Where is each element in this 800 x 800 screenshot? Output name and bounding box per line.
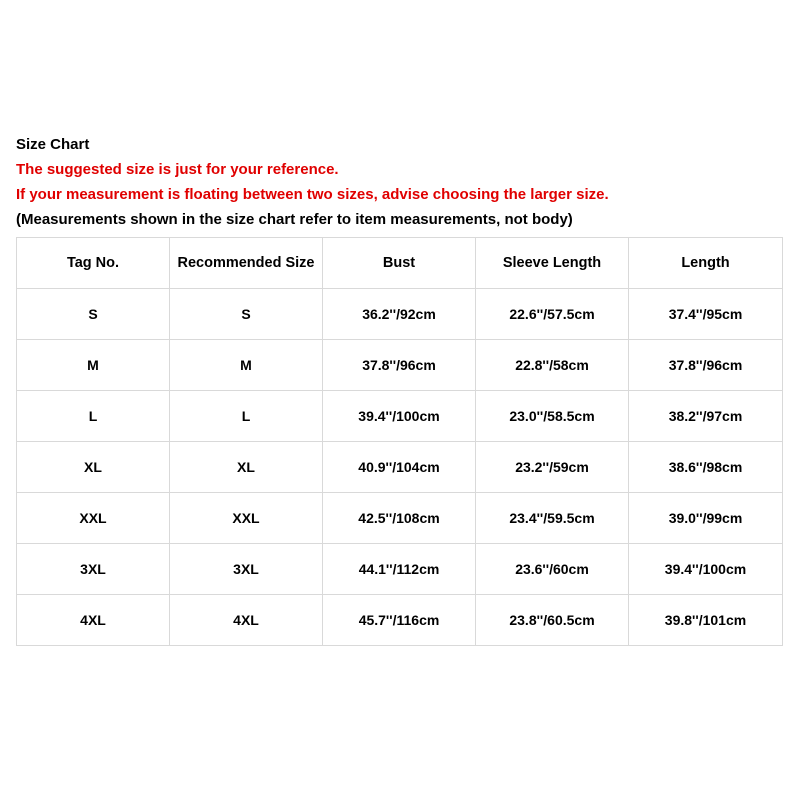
recommended-size-cell: L — [170, 391, 323, 442]
sleeve-length-cell: 23.8''/60.5cm — [476, 595, 629, 646]
column-header-sleeve-length: Sleeve Length — [476, 238, 629, 289]
page-title: Size Chart — [16, 136, 90, 153]
sleeve-length-cell: 23.4''/59.5cm — [476, 493, 629, 544]
table-row — [17, 340, 783, 391]
tag-no-cell: 4XL — [17, 595, 170, 646]
recommended-size-cell: 3XL — [170, 544, 323, 595]
length-cell: 37.8''/96cm — [629, 340, 783, 391]
tag-no-cell: 3XL — [17, 544, 170, 595]
column-header-length: Length — [629, 238, 783, 289]
sleeve-length-cell: 23.0''/58.5cm — [476, 391, 629, 442]
measurement-disclaimer: (Measurements shown in the size chart refer to item measurements, not body) — [16, 211, 573, 228]
length-cell: 38.2''/97cm — [629, 391, 783, 442]
length-cell: 39.8''/101cm — [629, 595, 783, 646]
reference-note: The suggested size is just for your reference. — [16, 161, 339, 178]
tag-no-cell: XXL — [17, 493, 170, 544]
recommended-size-cell: 4XL — [170, 595, 323, 646]
size-table-body — [17, 289, 783, 646]
length-cell: 38.6''/98cm — [629, 442, 783, 493]
column-header-recommended-size: Recommended Size — [170, 238, 323, 289]
table-row — [17, 493, 783, 544]
sleeve-length-cell: 23.2''/59cm — [476, 442, 629, 493]
sizing-advice-note: If your measurement is floating between two sizes, advise choosing the larger size. — [16, 186, 609, 203]
bust-cell: 44.1''/112cm — [323, 544, 476, 595]
recommended-size-cell: S — [170, 289, 323, 340]
bust-cell: 37.8''/96cm — [323, 340, 476, 391]
recommended-size-cell: XXL — [170, 493, 323, 544]
bust-cell: 42.5''/108cm — [323, 493, 476, 544]
length-cell: 39.0''/99cm — [629, 493, 783, 544]
sleeve-length-cell: 23.6''/60cm — [476, 544, 629, 595]
recommended-size-cell: XL — [170, 442, 323, 493]
size-table — [16, 237, 783, 646]
tag-no-cell: M — [17, 340, 170, 391]
bust-cell: 39.4''/100cm — [323, 391, 476, 442]
recommended-size-cell: M — [170, 340, 323, 391]
sleeve-length-cell: 22.8''/58cm — [476, 340, 629, 391]
length-cell: 37.4''/95cm — [629, 289, 783, 340]
table-row — [17, 391, 783, 442]
tag-no-cell: XL — [17, 442, 170, 493]
table-row — [17, 544, 783, 595]
bust-cell: 36.2''/92cm — [323, 289, 476, 340]
length-cell: 39.4''/100cm — [629, 544, 783, 595]
size-chart-notes — [16, 134, 786, 234]
table-row — [17, 595, 783, 646]
bust-cell: 45.7''/116cm — [323, 595, 476, 646]
bust-cell: 40.9''/104cm — [323, 442, 476, 493]
table-row — [17, 442, 783, 493]
table-header-row — [17, 238, 783, 289]
column-header-tag-no: Tag No. — [17, 238, 170, 289]
tag-no-cell: S — [17, 289, 170, 340]
table-row — [17, 289, 783, 340]
sleeve-length-cell: 22.6''/57.5cm — [476, 289, 629, 340]
column-header-bust: Bust — [323, 238, 476, 289]
tag-no-cell: L — [17, 391, 170, 442]
